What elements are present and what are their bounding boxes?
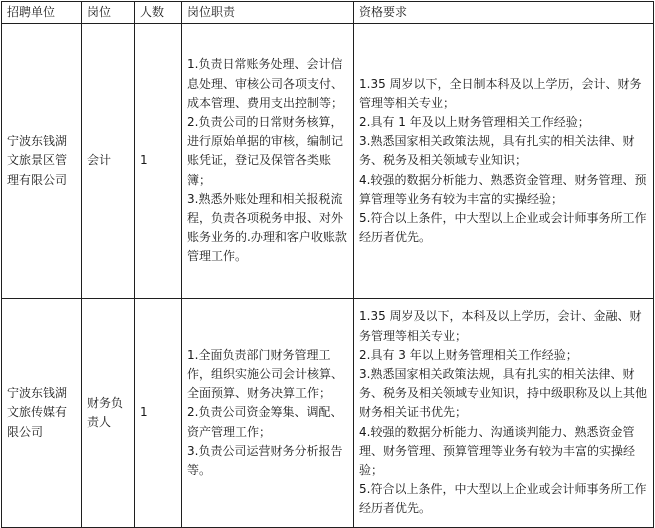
header-requirements: 资格要求 (354, 2, 654, 24)
recruitment-table (1, 1, 654, 528)
header-duties: 岗位职责 (182, 2, 354, 24)
table-row (2, 24, 654, 299)
duty-item: 1.负责日常账务处理、会计信息处理、审核公司各项支付、成本管理、费用支出控制等； (187, 57, 344, 110)
duty-item: 2.负责公司资金筹集、调配、资产管理工作； (187, 405, 343, 439)
requirement-item: 4.较强的数据分析能力、沟通谈判能力、熟悉资金管理、财务管理、预算管理等业务有较为丰富的实操经验； (359, 424, 636, 477)
position-cell: 财务负责人 (82, 299, 135, 528)
requirement-item: 1.35 周岁以下，全日制本科及以上学历，会计、财务管理等相关专业； (359, 76, 642, 110)
requirement-item: 5.符合以上条件，中大型以上企业或会计师事务所工作经历者优先。 (359, 482, 647, 516)
table-row (2, 299, 654, 528)
header-unit: 招聘单位 (2, 2, 82, 24)
duty-item: 2.负责公司的日常财务核算，进行原始单据的审核，编制记账凭证，登记及保管各类账簿； (187, 114, 344, 187)
duty-item: 3.熟悉外账处理和相关报税流程，负责各项税务申报、对外账务业务的.办理和客户收账款管理工作。 (187, 191, 347, 264)
unit-cell: 宁波东钱湖文旅景区管理有限公司 (2, 24, 82, 299)
requirement-item: 4.较强的数据分析能力、熟悉资金管理、财务管理、预算管理等业务有较为丰富的实操经验； (359, 172, 647, 206)
count-cell: 1 (135, 24, 182, 299)
requirement-item: 2.具有 1 年及以上财务管理相关工作经验； (359, 114, 590, 129)
requirement-item: 1.35 周岁及以下，本科及以上学历，会计、金融、财务管理等相关专业； (359, 309, 642, 343)
requirement-item: 2.具有 3 年以上财务管理相关工作经验； (359, 347, 578, 362)
header-row (2, 2, 654, 24)
duty-item: 1.全面负责部门财务管理工作，组织实施公司会计核算、全面预算、财务决算工作； (187, 347, 344, 401)
requirements-cell (354, 24, 654, 299)
duties-cell (182, 24, 354, 299)
duties-cell (182, 299, 354, 528)
header-position: 岗位 (82, 2, 135, 24)
requirement-item: 5.符合以上条件，中大型以上企业或会计师事务所工作经历者优先。 (359, 211, 647, 245)
requirement-item: 3.熟悉国家相关政策法规，具有扎实的相关法律、财务、税务及相关领域专业知识； (359, 134, 635, 168)
requirement-item: 3.熟悉国家相关政策法规，具有扎实的相关法律、财务、税务及相关领域专业知识，持中级职称及以上其他财务相关证书优先； (359, 366, 648, 420)
unit-cell: 宁波东钱湖文旅传媒有限公司 (2, 299, 82, 528)
header-count: 人数 (135, 2, 182, 24)
requirements-cell (354, 299, 654, 528)
position-cell: 会计 (82, 24, 135, 299)
duty-item: 3.负责公司运营财务分析报告等。 (187, 443, 343, 477)
count-cell: 1 (135, 299, 182, 528)
